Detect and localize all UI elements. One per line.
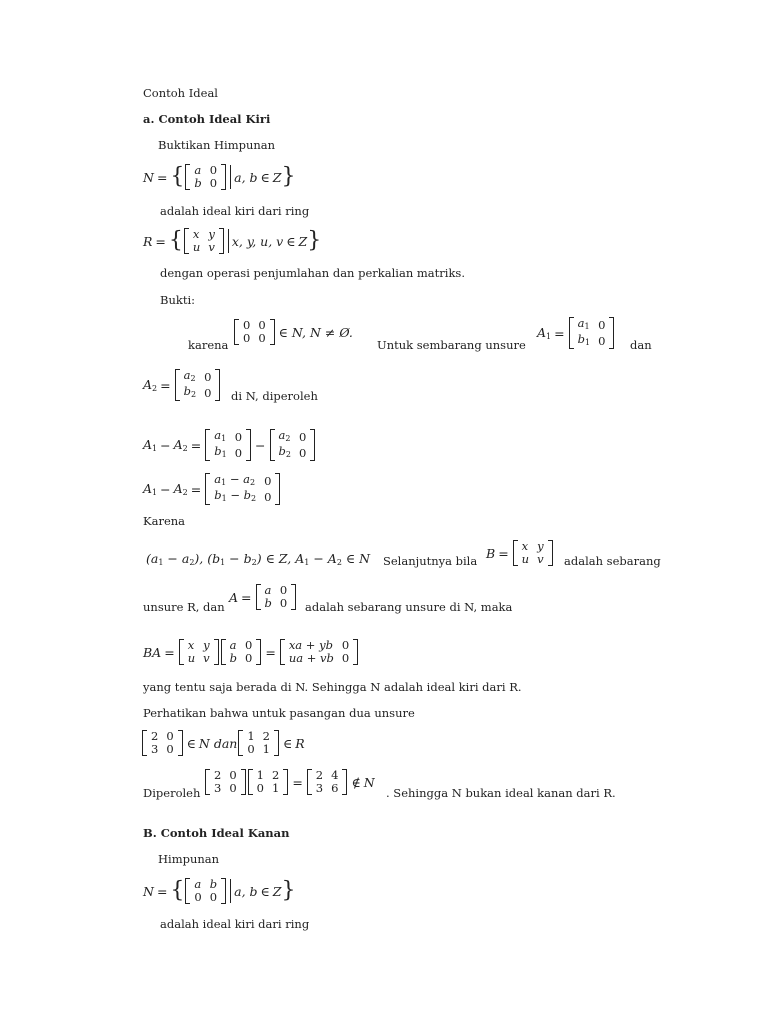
karena-heading: Karena: [143, 514, 186, 528]
operasi-text: dengan operasi penjumlahan dan perkalian matriks.: [160, 266, 465, 280]
unsure-r-text: unsure R, dan: [143, 600, 225, 614]
di-n-text: di N, diperoleh: [231, 389, 318, 403]
himpunan-text: Himpunan: [158, 852, 220, 866]
sehingga-bukan-text: . Sehingga N bukan ideal kanan dari R.: [386, 786, 616, 800]
adalah-ideal-kiri-text: adalah ideal kiri dari ring: [160, 204, 310, 218]
perhatikan-text: Perhatikan bahwa untuk pasangan dua unsure: [143, 706, 415, 720]
equation-zero-matrix: 0 0 0 0 ∈ N, N ≠ Ø.: [233, 319, 353, 345]
section-b-heading: B. Contoh Ideal Kanan: [143, 826, 290, 840]
adalah-sebarang-text: adalah sebarang: [564, 554, 661, 568]
equation-set-n-kanan: N = { a b 0 0 a, b ∈ Z }: [143, 877, 296, 904]
page-title: Contoh Ideal: [143, 86, 218, 100]
equation-a2: $A_2$ = $a_2$ 0 $b_2$ 0: [143, 369, 221, 401]
section-a-heading: a. Contoh Ideal Kiri: [143, 112, 271, 126]
buktikan-text: Buktikan Himpunan: [158, 138, 276, 152]
adalah-sebarang-n-text: adalah sebarang unsure di N, maka: [305, 600, 513, 614]
equation-a1: $A_1$ = $a_1$ 0 $b_1$ 0: [537, 317, 615, 349]
yang-tentu-text: yang tentu saja berada di N. Sehingga N adalah ideal kiri dari R.: [143, 680, 522, 694]
bukti-label: Bukti:: [160, 293, 195, 307]
equation-set-n: N = { a 0 b 0 a, b ∈ Z }: [143, 163, 296, 190]
equation-a: A = a 0 b 0: [229, 584, 297, 610]
equation-set-r: R = { x y u v x, y, u, v ∈ Z }: [143, 227, 322, 254]
selanjutnya-text: Selanjutnya bila: [383, 554, 478, 568]
equation-difference: $A_1$ − $A_2$ = $a_1 - a_2$ 0 $b_1 - b_2$ 0: [143, 473, 281, 505]
equation-b: B = x y u v: [486, 540, 554, 566]
karena-text: karena: [188, 338, 229, 352]
equation-subtraction: $A_1$ − $A_2$ = $a_1$ 0 $b_1$ 0 − $a_2$ 0 $b_2$ 0: [143, 429, 316, 461]
equation-counterexample: 2 0 3 0 1 2 0 1 = 2 4 3 6 ∉ N: [204, 769, 375, 795]
diperoleh-text: Diperoleh: [143, 786, 201, 800]
equation-closure: $(a_1 - a_2)$, $(b_1 - b_2)$ ∈ Z, $A_1 - A_2$ ∈ N: [146, 551, 371, 567]
untuk-sembarang-text: Untuk sembarang unsure: [377, 338, 526, 352]
dan-text: dan: [630, 338, 652, 352]
equation-product-ba: BA = x y u v a 0 b 0 = xa + yb 0 ua + vb 0: [143, 639, 359, 665]
adalah-ideal-kiri-text-2: adalah ideal kiri dari ring: [160, 917, 310, 931]
equation-pair: 2 0 3 0 ∈ N dan 1 2 0 1 ∈ R: [141, 730, 305, 756]
